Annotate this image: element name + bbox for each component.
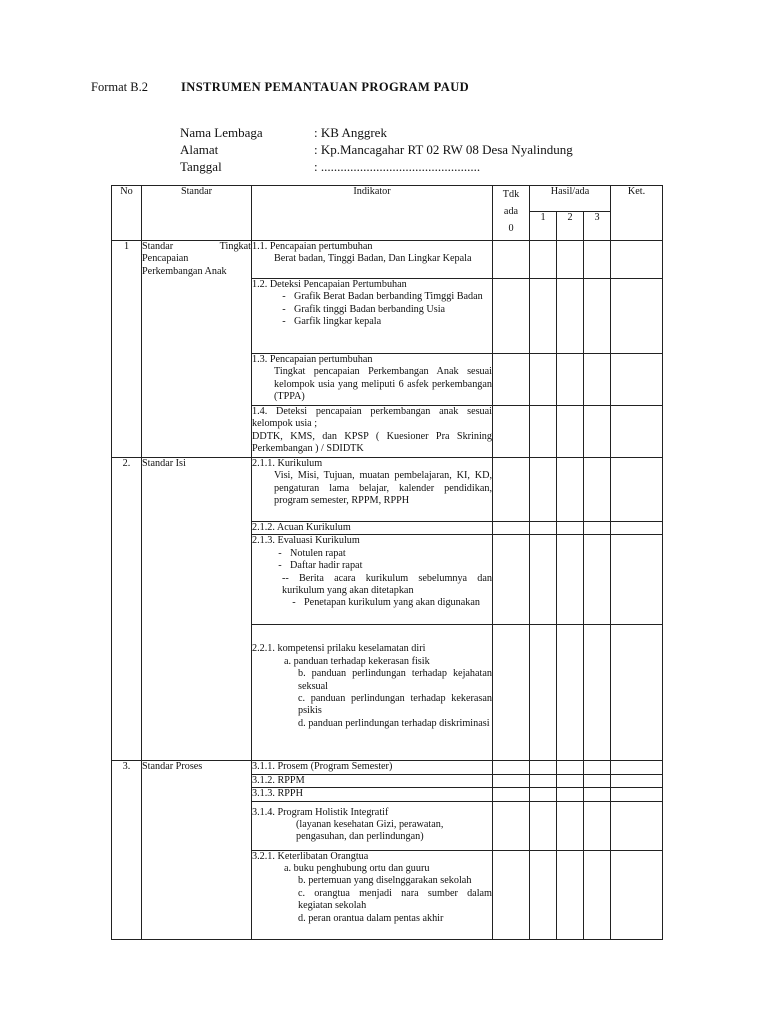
indicator-cell [252,774,493,787]
check-cell-tdk[interactable] [493,761,530,774]
check-cell-2[interactable] [557,406,584,458]
check-cell-1[interactable] [530,850,557,939]
header-tdk-line1: Tdk [502,189,520,200]
header-no: No [112,186,142,241]
info-row-tanggal [180,158,573,175]
check-cell-tdk[interactable] [493,774,530,787]
check-cell-tdk[interactable] [493,801,530,850]
indicator-cell [252,850,493,939]
ket-cell[interactable] [611,354,663,406]
section-number: 1 [112,241,142,458]
section-number: 2. [112,458,142,761]
indicator-item: - Garfik lingkar kepala [282,316,382,328]
check-cell-1[interactable] [530,406,557,458]
header-row [112,186,663,212]
check-cell-1[interactable] [530,279,557,354]
header-hasil-ada: Hasil/ada [530,186,611,212]
header-hasil-1: 1 [530,212,557,241]
check-cell-3[interactable] [584,241,611,279]
check-cell-3[interactable] [584,535,611,625]
check-cell-3[interactable] [584,522,611,535]
check-cell-3[interactable] [584,279,611,354]
indicator-heading: 2.2.1. kompetensi prilaku keselamatan diri [252,643,426,655]
indicator-heading: 3.1.3. RPPH [252,788,303,800]
indicator-heading: 3.1.4. Program Holistik Integratif [252,806,389,818]
check-cell-tdk[interactable] [493,535,530,625]
table-row [112,241,663,279]
check-cell-2[interactable] [557,458,584,522]
ket-cell[interactable] [611,241,663,279]
indicator-cell [252,458,493,522]
indicator-item: d. peran orantua dalam pentas akhir [298,912,444,924]
check-cell-2[interactable] [557,625,584,761]
indicator-heading: 3.1.1. Prosem (Program Semester) [252,761,393,773]
check-cell-1[interactable] [530,625,557,761]
header-tdk-line2: ada [503,206,519,217]
indicator-cell [252,354,493,406]
indicator-item: a. panduan terhadap kekerasan fisik [284,655,430,667]
table-row [112,761,663,774]
indicator-item: -- Berita acara kurikulum sebelumnya dan kurikulum yang akan ditetapkan [282,572,492,597]
check-cell-1[interactable] [530,522,557,535]
section-standar [142,761,252,939]
indicator-heading: 3.2.1. Keterlibatan Orangtua [252,850,369,862]
check-cell-3[interactable] [584,774,611,787]
info-label: Nama Lembaga [180,125,263,140]
indicator-item: c. panduan perlindungan terhadap kekerasan psikis [298,693,492,717]
check-cell-1[interactable] [530,458,557,522]
header-hasil-3: 3 [584,212,611,241]
check-cell-2[interactable] [557,774,584,787]
check-cell-3[interactable] [584,788,611,801]
header-hasil-2: 2 [557,212,584,241]
info-row-alamat [180,141,573,158]
indicator-cell [252,801,493,850]
indicator-detail: (layanan kesehatan Gizi, perawatan, pengasuhan, dan perlindungan) [296,819,444,843]
standar-text: Standar Isi [142,458,186,469]
ket-cell[interactable] [611,279,663,354]
header-ket: Ket. [611,186,663,241]
check-cell-2[interactable] [557,801,584,850]
check-cell-1[interactable] [530,801,557,850]
indicator-heading: 1.1. Pencapaian pertumbuhan [252,241,373,252]
ket-cell[interactable] [611,774,663,787]
table-row [112,458,663,522]
check-cell-tdk[interactable] [493,850,530,939]
check-cell-3[interactable] [584,354,611,406]
ket-cell[interactable] [611,788,663,801]
indicator-item: - Grafik Berat Badan berbanding Timggi Badan [282,291,483,303]
check-cell-2[interactable] [557,241,584,279]
standar-text: Standar Proses [142,761,203,773]
document-title: INSTRUMEN PEMANTAUAN PROGRAM PAUD [181,80,470,94]
indicator-heading: 3.1.2. RPPM [252,774,305,786]
indicator-item: a. buku penghubung ortu dan guuru [284,863,430,875]
ket-cell[interactable] [611,761,663,774]
check-cell-1[interactable] [530,788,557,801]
check-cell-1[interactable] [530,774,557,787]
indicator-detail: DDTK, KMS, dan KPSP ( Kuesioner Pra Skrining Perkembangan ) / SDIDTK [252,430,492,455]
check-cell-3[interactable] [584,625,611,761]
indicator-heading: 2.1.2. Acuan Kurikulum [252,522,351,533]
ket-cell[interactable] [611,625,663,761]
check-cell-1[interactable] [530,761,557,774]
format-code: Format B.2 [91,80,148,94]
info-label: Tanggal [180,159,222,174]
section-number: 3. [112,761,142,939]
indicator-cell [252,406,493,458]
header-tdk-line3: 0 [508,223,514,234]
check-cell-2[interactable] [557,354,584,406]
indicator-heading: 1.4. Deteksi pencapaian perkembangan anak sesuai kelompok usia ; [252,406,492,430]
indicator-cell [252,279,493,354]
header-tdk-ada [493,186,530,241]
indicator-item: c. orangtua menjadi nara sumber dalam kegiatan sekolah [298,887,492,912]
header-indikator: Indikator [252,186,493,241]
ket-cell[interactable] [611,801,663,850]
check-cell-3[interactable] [584,761,611,774]
info-row-nama-lembaga [180,124,573,141]
indicator-cell [252,241,493,279]
indicator-item: - Daftar hadir rapat [278,560,363,572]
check-cell-3[interactable] [584,801,611,850]
check-cell-tdk[interactable] [493,522,530,535]
indicator-detail: Berat badan, Tinggi Badan, Dan Lingkar Kepala [274,253,472,265]
check-cell-2[interactable] [557,761,584,774]
indicator-heading: 1.2. Deteksi Pencapaian Pertumbuhan [252,279,407,290]
ket-cell[interactable] [611,850,663,939]
check-cell-2[interactable] [557,535,584,625]
section-standar [142,241,252,458]
monitoring-table [111,185,663,940]
indicator-item: - Penetapan kurikulum yang akan digunakan [292,597,480,609]
check-cell-3[interactable] [584,458,611,522]
title-line [91,80,469,95]
indicator-heading: 2.1.3. Evaluasi Kurikulum [252,535,360,547]
check-cell-1[interactable] [530,241,557,279]
ket-cell[interactable] [611,522,663,535]
ket-cell[interactable] [611,406,663,458]
check-cell-tdk[interactable] [493,354,530,406]
info-value: : Kp.Mancagahar RT 02 RW 08 Desa Nyalindung [314,142,573,157]
indicator-cell [252,522,493,535]
section-standar [142,458,252,761]
check-cell-tdk[interactable] [493,406,530,458]
indicator-item: b. pertemuan yang diselnggarakan sekolah [298,875,472,887]
ket-cell[interactable] [611,535,663,625]
indicator-item: - Grafik tinggi Badan berbanding Usia [282,303,446,315]
check-cell-1[interactable] [530,354,557,406]
check-cell-tdk[interactable] [493,279,530,354]
check-cell-2[interactable] [557,788,584,801]
indicator-item: b. panduan perlindungan terhadap kejahatan seksual [298,668,492,692]
check-cell-tdk[interactable] [493,625,530,761]
check-cell-tdk[interactable] [493,241,530,279]
check-cell-tdk[interactable] [493,458,530,522]
indicator-cell [252,788,493,801]
indicator-detail: Visi, Misi, Tujuan, muatan pembelajaran, KI, KD, pengaturan lama belajar, kalender pendidikan, program semester, RPPM, RPPH [274,470,492,507]
ket-cell[interactable] [611,458,663,522]
indicator-cell [252,535,493,625]
indicator-heading: 1.3. Pencapaian pertumbuhan [252,354,373,365]
indicator-item: d. panduan perlindungan terhadap diskriminasi [298,717,490,729]
check-cell-tdk[interactable] [493,788,530,801]
info-value: : ................................................. [314,159,481,174]
info-value: : KB Anggrek [314,125,387,140]
indicator-cell [252,761,493,774]
indicator-detail: Tingkat pencapaian Perkembangan Anak sesuai kelompok usia yang meliputi 6 asfek perkembangan (TPPA) [274,366,492,403]
check-cell-2[interactable] [557,522,584,535]
indicator-item: - Notulen rapat [278,547,346,559]
check-cell-3[interactable] [584,850,611,939]
standar-text: Standar Tingkat Pencapaian Perkembangan Anak [142,241,251,277]
check-cell-2[interactable] [557,850,584,939]
institution-info [180,124,573,175]
check-cell-3[interactable] [584,406,611,458]
check-cell-2[interactable] [557,279,584,354]
check-cell-1[interactable] [530,535,557,625]
info-label: Alamat [180,142,219,157]
header-standar: Standar [142,186,252,241]
indicator-cell [252,625,493,761]
indicator-heading: 2.1.1. Kurikulum [252,458,323,469]
